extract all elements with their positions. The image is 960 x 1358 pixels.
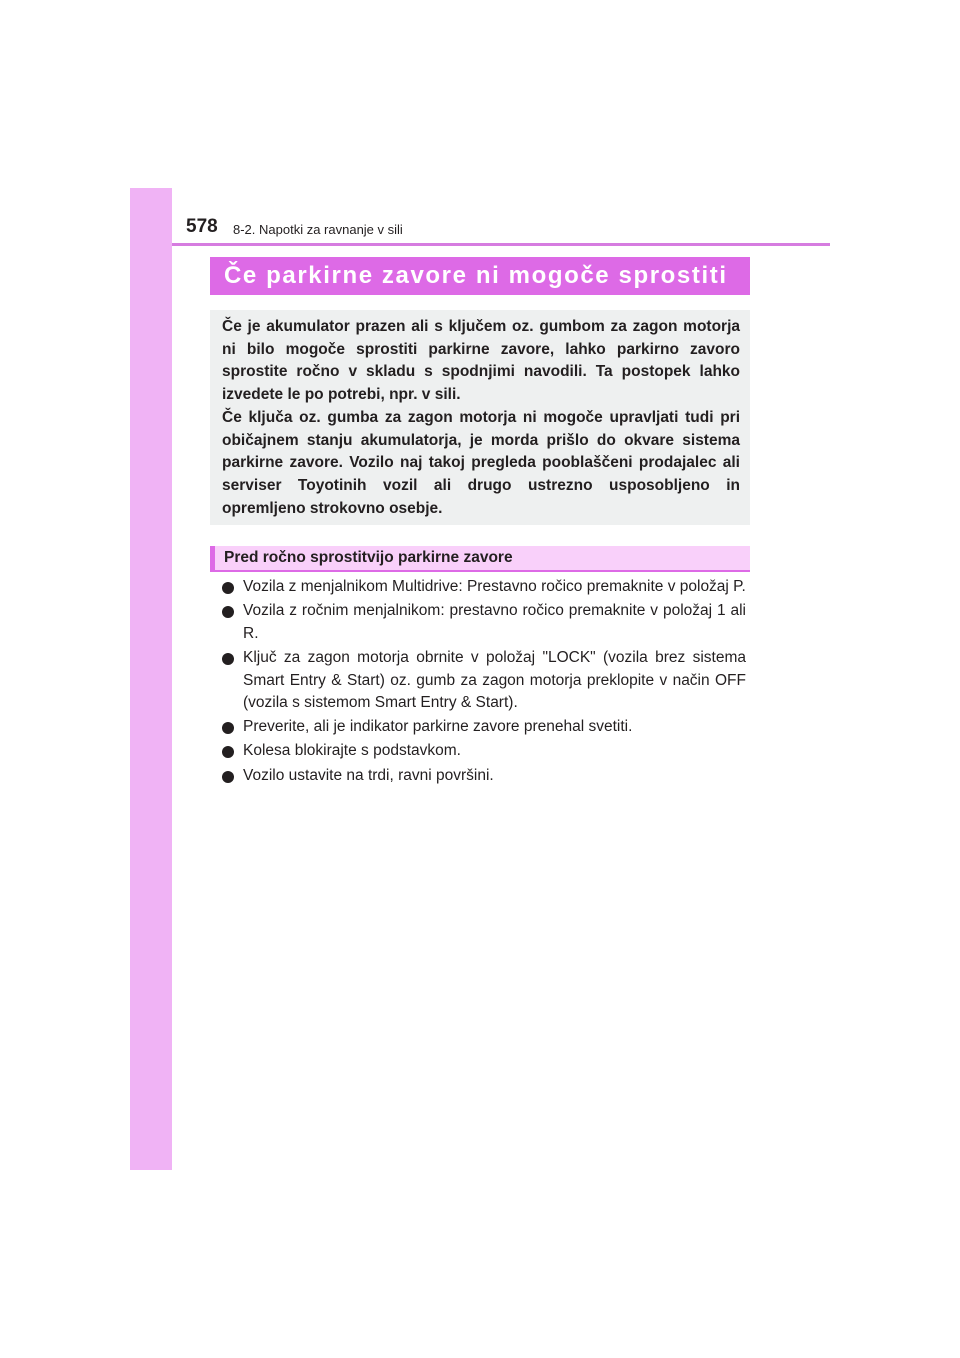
bullet-icon — [222, 606, 234, 618]
bullet-icon — [222, 771, 234, 783]
bullet-icon — [222, 582, 234, 594]
intro-box — [210, 310, 750, 525]
list-item-text: Kolesa blokirajte s podstavkom. — [243, 742, 461, 760]
header-divider — [172, 243, 830, 246]
list-item-text: Vozilo ustavite na trdi, ravni površini. — [243, 766, 494, 784]
intro-paragraph-2: Če ključa oz. gumba za zagon motorja ni mogoče upravljati tudi pri običajnem stanju akumulatorja, je morda prišlo do okvare sistema parkirne zavore. Vozilo naj takoj pregleda pooblaščeni prodajalec ali serviser Toyotinih vozil ali drugo ustrezno usposobljeno in opremljeno strokovno osebje. — [222, 408, 740, 517]
bullet-icon — [222, 722, 234, 734]
subsection-title: Pred ročno sprostitvijo parkirne zavore — [224, 549, 513, 566]
list-item — [222, 740, 746, 763]
intro-paragraph-1: Če je akumulator prazen ali s ključem oz. gumbom za zagon motorja ni bilo mogoče sprostiti parkirne zavore, lahko parkirno zavoro sprostite ročno v skladu s spodnjimi navodili. Ta postopek lahko izvedete le po potrebi, npr. v sili. — [222, 318, 740, 404]
running-header: 8-2. Napotki za ravnanje v sili — [233, 222, 403, 237]
list-item — [222, 716, 746, 739]
precondition-list — [222, 576, 746, 789]
list-item-text: Vozila z ročnim menjalnikom: prestavno ročico premaknite v položaj 1 ali R. — [243, 602, 746, 642]
bullet-icon — [222, 746, 234, 758]
page-number: 578 — [186, 216, 218, 237]
list-item — [222, 576, 746, 599]
list-item-text: Preverite, ali je indikator parkirne zavore prenehal svetiti. — [243, 718, 633, 736]
list-item — [222, 647, 746, 715]
list-item — [222, 600, 746, 645]
list-item-text: Vozila z menjalnikom Multidrive: Prestavno ročico premaknite v položaj P. — [243, 578, 746, 595]
chapter-side-tab — [130, 188, 172, 1170]
section-title: Če parkirne zavore ni mogoče sprostiti — [224, 262, 728, 289]
bullet-icon — [222, 653, 234, 665]
list-item — [222, 765, 746, 788]
list-item-text: Ključ za zagon motorja obrnite v položaj "LOCK" (vozila brez sistema Smart Entry & Start) oz. gumb za zagon motorja preklopite v način OFF (vozila s sistemom Smart Entry & Start). — [243, 648, 746, 712]
subsection-heading — [210, 546, 750, 572]
section-banner — [210, 257, 750, 295]
